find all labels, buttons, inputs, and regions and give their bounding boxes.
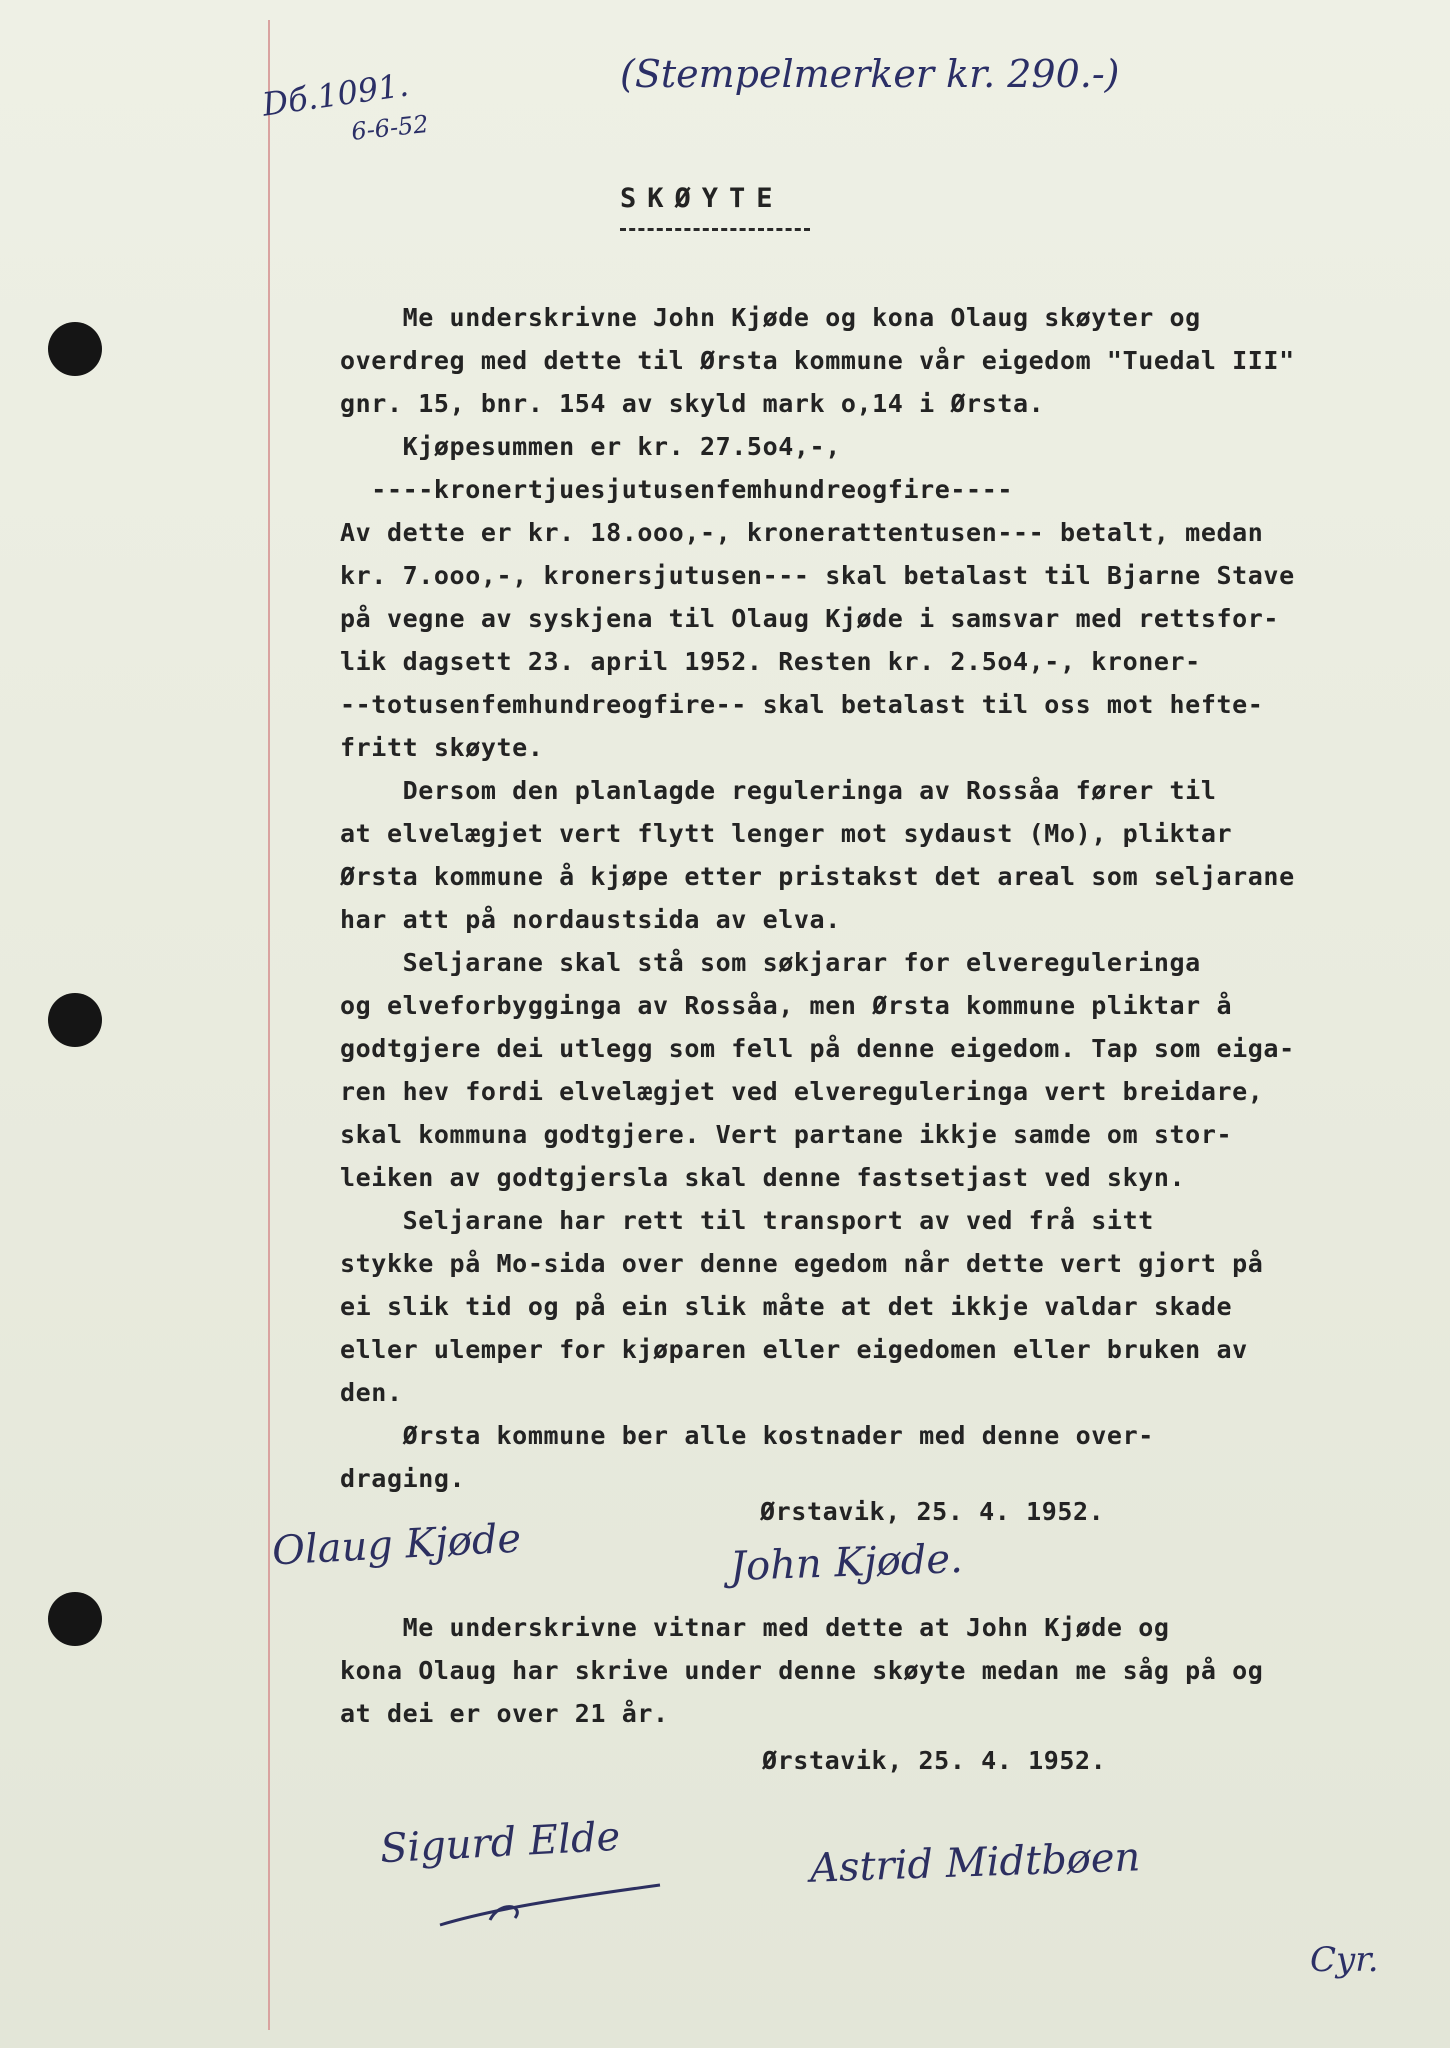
signature-olaug: Olaug Kjøde [270,1515,523,1575]
body-line: godtgjere dei utlegg som fell på denne eigedom. Tap som eiga- [340,1034,1295,1063]
body-line: Ørsta kommune ber alle kostnader med denne over- [340,1421,1154,1450]
witness-line: Me underskrivne vitnar med dette at John Kjøde og [340,1613,1170,1642]
body-line: kr. 7.ooo,-, kronersjutusen--- skal betalast til Bjarne Stave [340,561,1295,590]
body-line: --totusenfemhundreogfire-- skal betalast til oss mot hefte- [340,690,1264,719]
body-line: den. [340,1378,403,1407]
body-line: Seljarane skal stå som søkjarar for elvereguleringa [340,948,1201,977]
place-date: Ørstavik, 25. 4. 1952. [760,1497,1105,1526]
body-line: eller ulemper for kjøparen eller eigedomen eller bruken av [340,1335,1248,1364]
body-line: stykke på Mo-sida over denne egedom når dette vert gjort på [340,1249,1264,1278]
body-line: Ørsta kommune å kjøpe etter pristakst det areal som seljarane [340,862,1295,891]
body-line: skal kommuna godtgjere. Vert partane ikkje samde om stor- [340,1120,1233,1149]
signature-john: John Kjøde. [729,1535,964,1591]
signature-flourish-icon [430,1880,670,1940]
title-underline [620,228,810,231]
punch-hole-icon [48,993,102,1047]
body-line: har att på nordaustsida av elva. [340,905,841,934]
body-line: på vegne av syskjena til Olaug Kjøde i samsvar med rettsfor- [340,604,1280,633]
body-line: leiken av godtgjersla skal denne fastsetjast ved skyn. [340,1163,1186,1192]
body-line: lik dagsett 23. april 1952. Resten kr. 2.5o4,-, kroner- [340,647,1201,676]
body-line: gnr. 15, bnr. 154 av skyld mark o,14 i Ørsta. [340,389,1045,418]
body-line: Kjøpesummen er kr. 27.5o4,-, [340,432,841,461]
body-line: Av dette er kr. 18.ooo,-, kronerattentusen--- betalt, medan [340,518,1264,547]
journal-number: Dб.1091. [260,65,411,124]
margin-line [268,20,270,2030]
punch-hole-icon [48,1592,102,1646]
punch-hole-icon [48,322,102,376]
body-line: ----kronertjuesjutusenfemhundreogfire---- [340,475,1014,504]
signature-sigurd: Sigurd Elde [378,1813,622,1873]
body-line: ei slik tid og på ein slik måte at det ikkje valdar skade [340,1292,1233,1321]
body-line: ren hev fordi elvelægjet ved elvereguleringa vert breidare, [340,1077,1264,1106]
witness-line: kona Olaug har skrive under denne skøyte medan me såg på og [340,1656,1264,1685]
body-line: at elvelægjet vert flytt lenger mot sydaust (Mo), pliktar [340,819,1233,848]
document-title: SKØYTE [620,183,784,214]
body-line: og elveforbygginga av Rossåa, men Ørsta kommune pliktar å [340,991,1233,1020]
journal-date: 6-6-52 [350,109,430,146]
body-line: Dersom den planlagde reguleringa av Rossåa fører til [340,776,1217,805]
signature-astrid: Astrid Midtbøen [809,1834,1141,1892]
body-line: Seljarane har rett til transport av ved frå sitt [340,1206,1154,1235]
place-date: Ørstavik, 25. 4. 1952. [762,1746,1107,1775]
witness-line: at dei er over 21 år. [340,1699,669,1728]
body-line: fritt skøyte. [340,733,544,762]
stamp-fee-note: (Stempelmerker kr. 290.-) [620,52,1120,96]
body-line: Me underskrivne John Kjøde og kona Olaug skøyter og [340,303,1201,332]
body-line: overdreg med dette til Ørsta kommune vår eigedom "Tuedal III" [340,346,1295,375]
initials: Cyr. [1310,1940,1379,1980]
body-line: draging. [340,1464,466,1493]
